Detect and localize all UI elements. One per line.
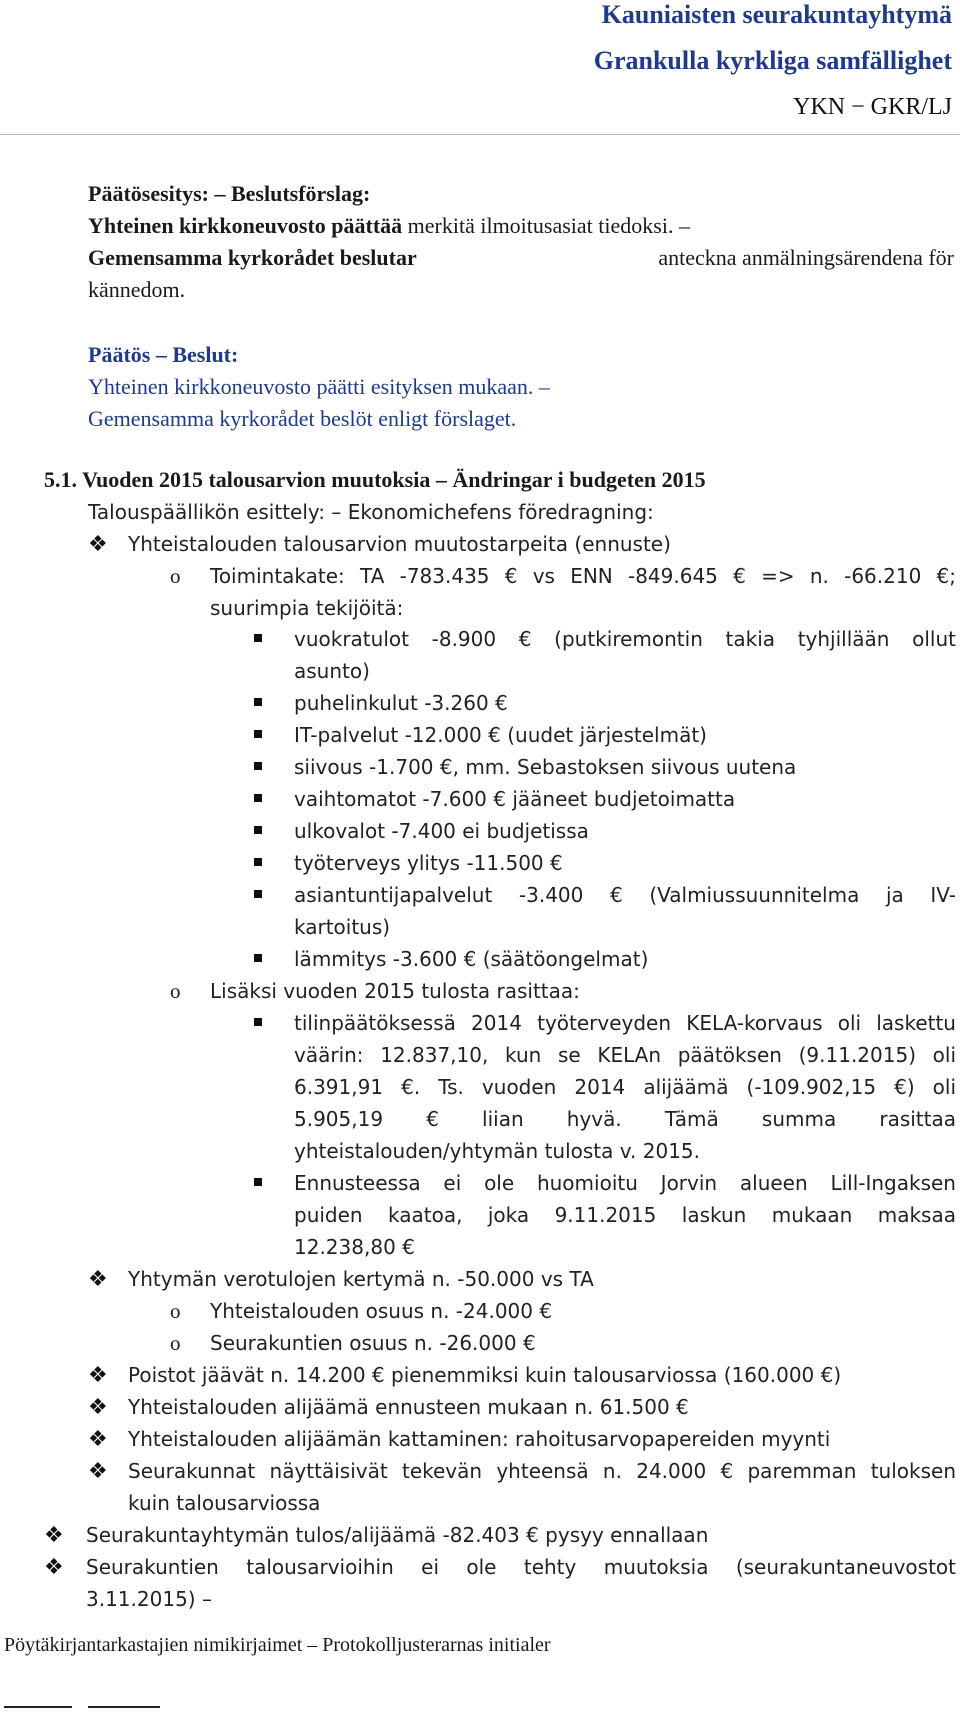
- item-expert-services-line1: asiantuntijapalvelut -3.400 € (Valmiussuunnitelma ja IV-: [294, 883, 956, 907]
- item-outdoor-lights: ulkovalot -7.400 ei budjetissa: [294, 819, 589, 843]
- square-bullet-icon: [254, 954, 262, 962]
- trees-line3: 12.238,80 €: [294, 1235, 415, 1259]
- operating-margin-line1: Toimintakate: TA -783.435 € vs ENN -849.645 € => n. -66.210 €;: [210, 564, 956, 588]
- decision-proposal-fi-rest: merkitä ilmoitusasiat tiedoksi. –: [407, 213, 690, 238]
- operating-margin-line2: suurimpia tekijöitä:: [210, 596, 404, 620]
- parishes-share: Seurakuntien osuus n. -26.000 €: [210, 1331, 536, 1355]
- section-presenter: Talouspäällikön esittely: – Ekonomichefens föredragning:: [88, 500, 654, 524]
- bullet-parishes-result-line1: Seurakunnat näyttäisivät tekevän yhteensä n. 24.000 € paremman tuloksen: [128, 1459, 956, 1483]
- bullet-deficit-forecast: Yhteistalouden alijäämä ennusteen mukaan n. 61.500 €: [128, 1395, 689, 1419]
- header-divider: [0, 134, 960, 135]
- decision-sv: Gemensamma kyrkorådet beslöt enligt förslaget.: [88, 406, 517, 431]
- section-title: 5.1. Vuoden 2015 talousarvion muutoksia – Ändringar i budgeten 2015: [44, 467, 706, 492]
- square-bullet-icon: [254, 762, 262, 770]
- trees-line2: puiden kaatoa, joka 9.11.2015 laskun mukaan maksaa: [294, 1203, 956, 1227]
- diamond-bullet-icon: ❖: [88, 1362, 108, 1387]
- square-bullet-icon: [254, 826, 262, 834]
- document-code: YKN − GKR/LJ: [793, 94, 952, 120]
- circle-bullet-icon: o: [170, 979, 181, 1003]
- bullet-parish-budgets-line2: 3.11.2015) –: [86, 1587, 212, 1611]
- diamond-bullet-icon: ❖: [44, 1554, 64, 1579]
- diamond-bullet-icon: ❖: [88, 1394, 108, 1419]
- kela-line3: 6.391,91 €. Ts. vuoden 2014 alijäämä (-109.902,15 €) oli: [294, 1075, 956, 1099]
- item-phone-costs: puhelinkulut -3.260 €: [294, 691, 508, 715]
- signature-line: [4, 1706, 72, 1708]
- signature-line: [88, 1706, 160, 1708]
- decision-proposal-sv-bold: Gemensamma kyrkorådet beslutar: [88, 245, 417, 270]
- item-heating: lämmitys -3.600 € (säätöongelmat): [294, 947, 649, 971]
- item-mats: vaihtomatot -7.600 € jääneet budjetoimatta: [294, 787, 736, 811]
- bullet-budget-changes: Yhteistalouden talousarvion muutostarpeita (ennuste): [128, 532, 671, 556]
- square-bullet-icon: [254, 698, 262, 706]
- square-bullet-icon: [254, 730, 262, 738]
- square-bullet-icon: [254, 1178, 262, 1186]
- joint-economy-share: Yhteistalouden osuus n. -24.000 €: [210, 1299, 553, 1323]
- diamond-bullet-icon: ❖: [88, 531, 108, 556]
- decision-title: Päätös – Beslut:: [88, 342, 239, 367]
- item-cleaning: siivous -1.700 €, mm. Sebastoksen siivous uutena: [294, 755, 797, 779]
- diamond-bullet-icon: ❖: [88, 1266, 108, 1291]
- bullet-parish-budgets-line1: Seurakuntien talousarvioihin ei ole tehty muutoksia (seurakuntaneuvostot: [86, 1555, 956, 1579]
- decision-proposal-fi: [88, 210, 690, 242]
- kela-line5: yhteistalouden/yhtymän tulosta v. 2015.: [294, 1139, 701, 1163]
- item-expert-services-line2: kartoitus): [294, 915, 391, 939]
- square-bullet-icon: [254, 794, 262, 802]
- item-occupational-health: työterveys ylitys -11.500 €: [294, 851, 563, 875]
- decision-proposal-sv: [88, 242, 954, 274]
- trees-line1: Ennusteessa ei ole huomioitu Jorvin alueen Lill-Ingaksen: [294, 1171, 956, 1195]
- diamond-bullet-icon: ❖: [44, 1522, 64, 1547]
- bullet-depreciation: Poistot jäävät n. 14.200 € pienemmiksi kuin talousarviossa (160.000 €): [128, 1363, 842, 1387]
- item-rent-income-line1: vuokratulot -8.900 € (putkiremontin takia tyhjillään ollut: [294, 627, 956, 651]
- decision-proposal-sv-rest: anteckna anmälningsärendena för: [658, 245, 954, 270]
- diamond-bullet-icon: ❖: [88, 1458, 108, 1483]
- decision-proposal-fi-bold: Yhteinen kirkkoneuvosto päättää: [88, 213, 403, 238]
- decision-fi: Yhteinen kirkkoneuvosto päätti esityksen mukaan. –: [88, 374, 550, 399]
- bullet-deficit-coverage: Yhteistalouden alijäämän kattaminen: rahoitusarvopapereiden myynti: [128, 1427, 831, 1451]
- additional-burden: Lisäksi vuoden 2015 tulosta rasittaa:: [210, 979, 580, 1003]
- kela-line1: tilinpäätöksessä 2014 työterveyden KELA-korvaus oli laskettu: [294, 1011, 956, 1035]
- circle-bullet-icon: o: [170, 564, 181, 588]
- circle-bullet-icon: o: [170, 1299, 181, 1323]
- kela-line4: 5.905,19 € liian hyvä. Tämä summa rasittaa: [294, 1107, 956, 1131]
- bullet-total-result: Seurakuntayhtymän tulos/alijäämä -82.403 € pysyy ennallaan: [86, 1523, 709, 1547]
- square-bullet-icon: [254, 890, 262, 898]
- org-name-finnish: Kauniaisten seurakuntayhtymä: [601, 0, 952, 29]
- org-name-swedish: Grankulla kyrkliga samfällighet: [593, 46, 952, 75]
- footer-initials-label: Pöytäkirjantarkastajien nimikirjaimet – Protokolljusterarnas initialer: [4, 1634, 551, 1656]
- decision-proposal-sv-cont: kännedom.: [88, 277, 186, 302]
- item-rent-income-line2: asunto): [294, 659, 370, 683]
- bullet-tax-revenue: Yhtymän verotulojen kertymä n. -50.000 vs TA: [128, 1267, 594, 1291]
- square-bullet-icon: [254, 634, 262, 642]
- bullet-parishes-result-line2: kuin talousarviossa: [128, 1491, 321, 1515]
- square-bullet-icon: [254, 858, 262, 866]
- square-bullet-icon: [254, 1018, 262, 1026]
- diamond-bullet-icon: ❖: [88, 1426, 108, 1451]
- circle-bullet-icon: o: [170, 1331, 181, 1355]
- decision-proposal-title: Päätösesitys: – Beslutsförslag:: [88, 181, 371, 206]
- item-it-services: IT-palvelut -12.000 € (uudet järjestelmät): [294, 723, 707, 747]
- kela-line2: väärin: 12.837,10, kun se KELAn päätöksen (9.11.2015) oli: [294, 1043, 956, 1067]
